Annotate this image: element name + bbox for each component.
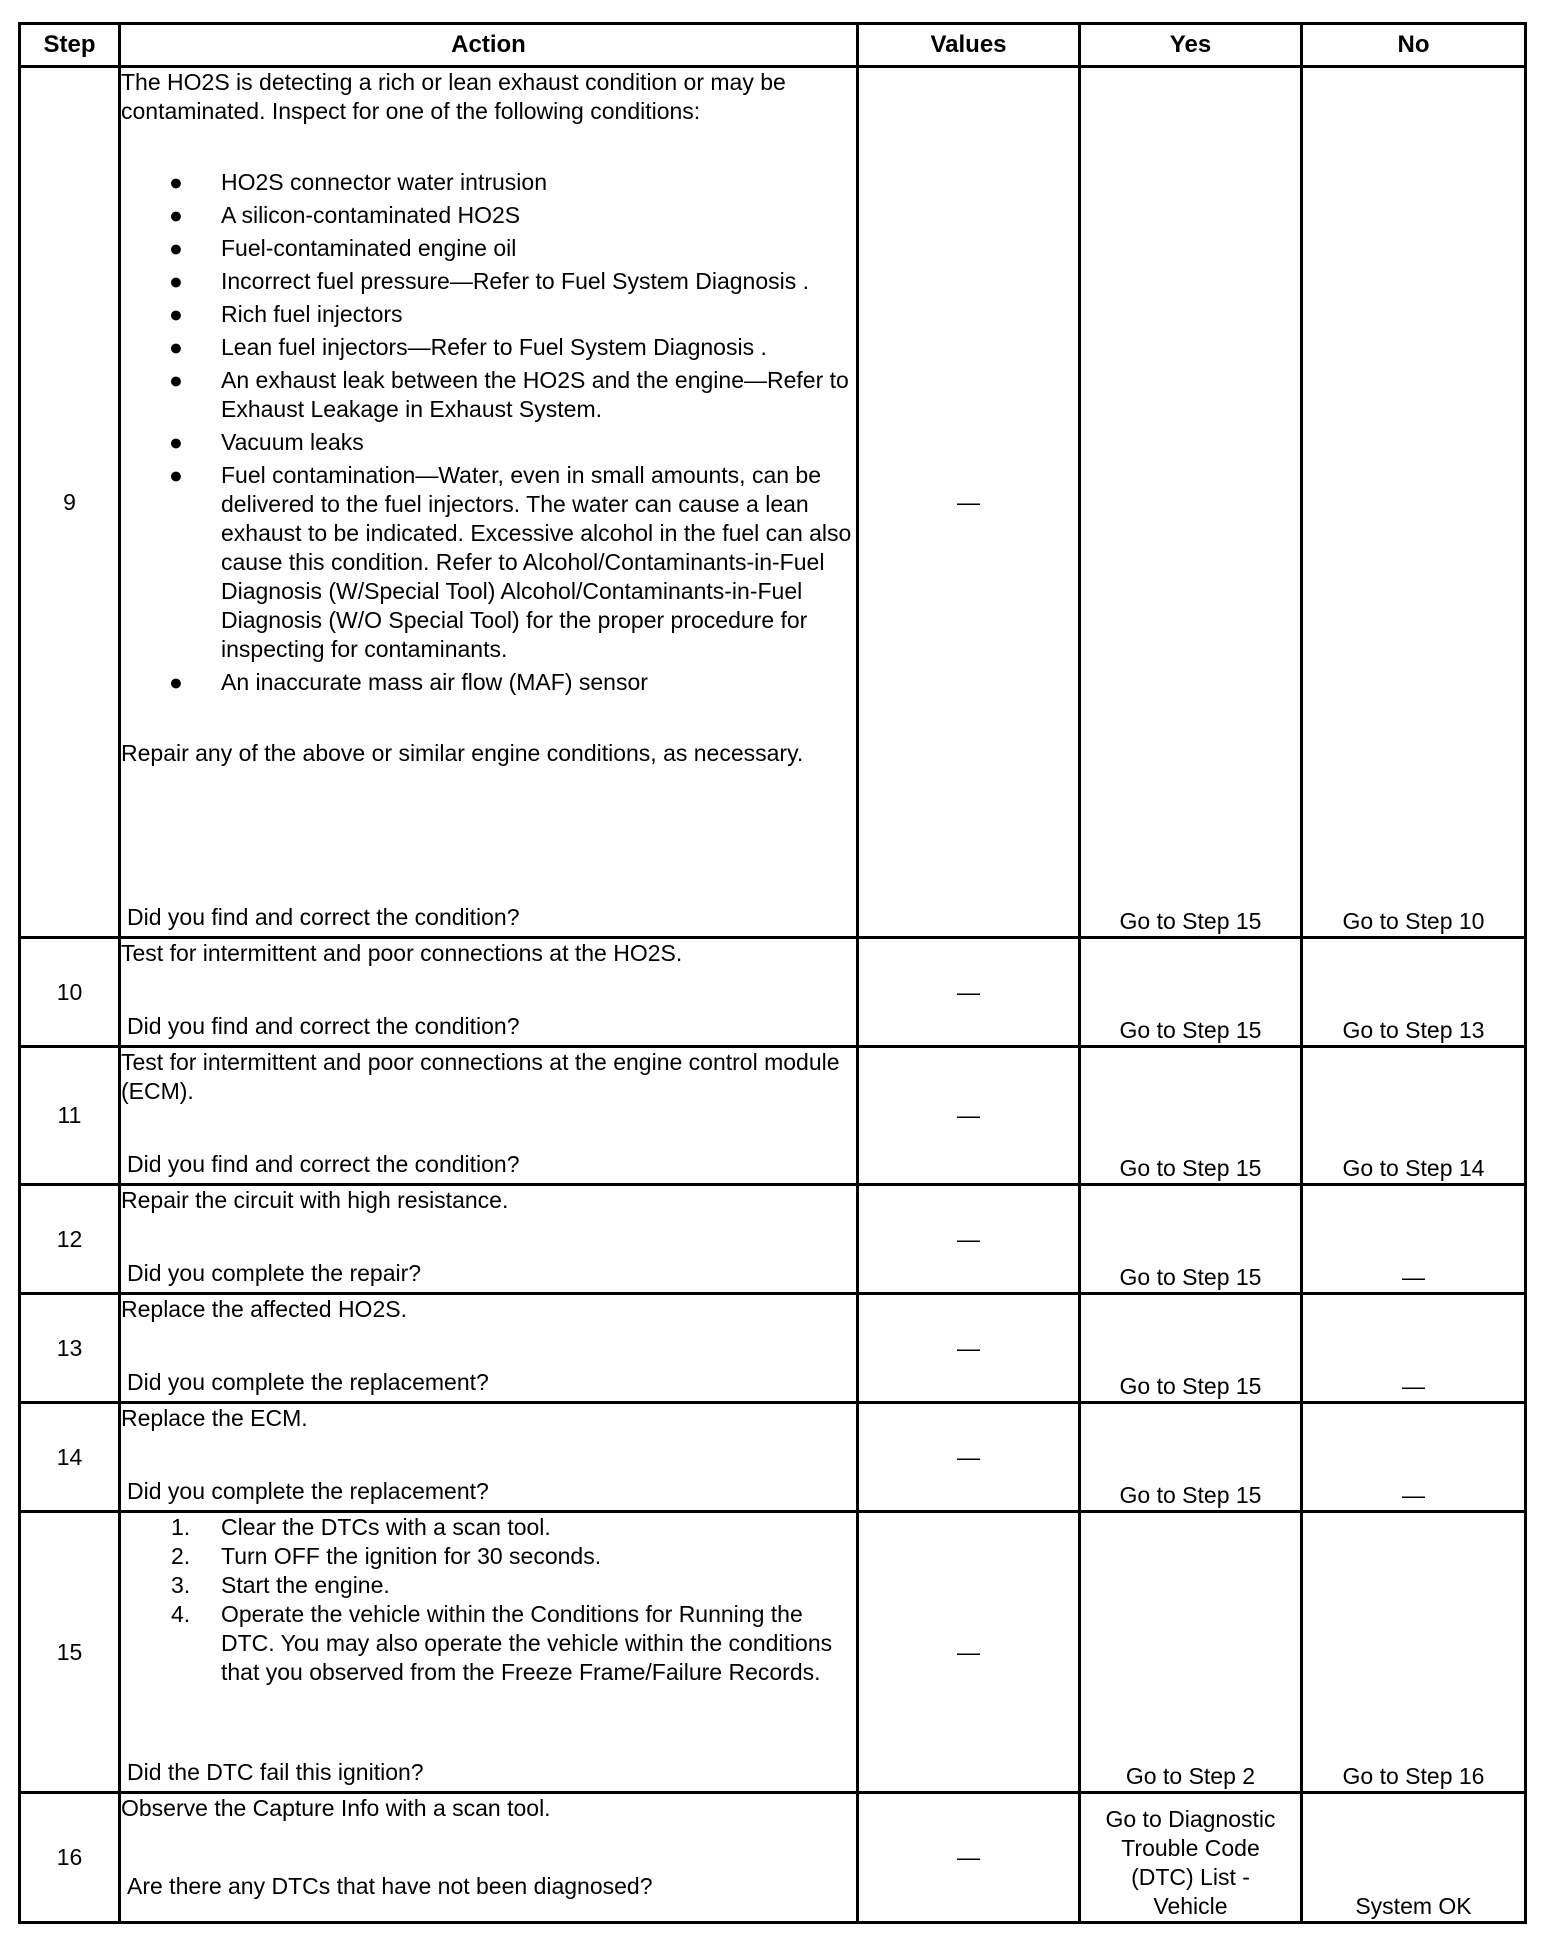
diagnostic-table (18, 22, 1527, 1924)
action-question: Did you find and correct the condition? (127, 904, 520, 930)
action-cell (120, 938, 858, 1047)
header-step: Step (20, 24, 120, 67)
procedure-list (121, 1513, 856, 1687)
step-number: 14 (20, 1403, 120, 1512)
yes-cell: Go to Diagnostic Trouble Code (DTC) List - Vehicle (1080, 1793, 1302, 1923)
no-cell: Go to Step 13 (1302, 938, 1526, 1047)
yes-cell: Go to Step 15 (1080, 1403, 1302, 1512)
header-row (20, 24, 1526, 67)
yes-cell: Go to Step 15 (1080, 67, 1302, 938)
action-cell (120, 67, 858, 938)
value-cell: — (858, 1512, 1080, 1793)
action-cell (120, 1294, 858, 1403)
action-question: Did you find and correct the condition? (127, 1013, 520, 1039)
step-number: 11 (20, 1047, 120, 1185)
table-row-step-14 (20, 1403, 1526, 1512)
condition-item: ● Lean fuel injectors—Refer to Fuel System Diagnosis . (169, 334, 767, 360)
value-cell: — (858, 67, 1080, 938)
no-cell: Go to Step 16 (1302, 1512, 1526, 1793)
action-cell (120, 1512, 858, 1793)
action-text: Repair the circuit with high resistance. (121, 1187, 509, 1213)
yes-cell: Go to Step 15 (1080, 938, 1302, 1047)
action-question: Did the DTC fail this ignition? (127, 1759, 424, 1785)
step-number: 12 (20, 1185, 120, 1294)
no-cell: Go to Step 10 (1302, 67, 1526, 938)
action-question: Did you complete the repair? (127, 1260, 422, 1286)
action-cell (120, 1793, 858, 1923)
action-text: Test for intermittent and poor connections at the engine control module (ECM). (121, 1049, 840, 1104)
value-cell: — (858, 1185, 1080, 1294)
yes-cell: Go to Step 2 (1080, 1512, 1302, 1793)
condition-item: ● Incorrect fuel pressure—Refer to Fuel System Diagnosis . (169, 268, 810, 294)
action-question: Did you complete the replacement? (127, 1369, 489, 1395)
action-text: Test for intermittent and poor connections at the HO2S. (121, 940, 683, 966)
step-number: 13 (20, 1294, 120, 1403)
no-cell: — (1302, 1185, 1526, 1294)
procedure-item: 4. Operate the vehicle within the Conditions for Running the DTC. You may also operate the vehicle within the conditions that you observed from the Freeze Frame/Failure Records. (171, 1601, 833, 1685)
condition-item: ● A silicon-contaminated HO2S (169, 202, 521, 228)
condition-list (121, 168, 856, 697)
condition-item: ● An exhaust leak between the HO2S and the engine—Refer to Exhaust Leakage in Exhaust System. (169, 367, 849, 422)
value-cell: — (858, 1047, 1080, 1185)
yes-cell: Go to Step 15 (1080, 1294, 1302, 1403)
table-row-step-10 (20, 938, 1526, 1047)
header-yes: Yes (1080, 24, 1302, 67)
step-number: 15 (20, 1512, 120, 1793)
action-question: Are there any DTCs that have not been diagnosed? (127, 1873, 653, 1899)
action-question: Did you find and correct the condition? (127, 1151, 520, 1177)
value-cell: — (858, 1294, 1080, 1403)
action-question: Did you complete the replacement? (127, 1478, 489, 1504)
step-number: 9 (20, 67, 120, 938)
action-cell (120, 1185, 858, 1294)
action-cell (120, 1403, 858, 1512)
header-no: No (1302, 24, 1526, 67)
action-outro: Repair any of the above or similar engine conditions, as necessary. (121, 740, 804, 766)
table-row-step-13 (20, 1294, 1526, 1403)
header-values: Values (858, 24, 1080, 67)
procedure-item: 3. Start the engine. (171, 1572, 390, 1598)
no-cell: — (1302, 1294, 1526, 1403)
yes-cell: Go to Step 15 (1080, 1047, 1302, 1185)
value-cell: — (858, 1793, 1080, 1923)
no-cell: — (1302, 1403, 1526, 1512)
step-number: 10 (20, 938, 120, 1047)
condition-item: ● Fuel contamination—Water, even in small amounts, can be delivered to the fuel injectors. The water can cause a lean exhaust to be indicated. Excessive alcohol in the fuel can also cause this condition. Refer to Alcohol/Contaminants-in-Fuel Diagnosis (W/Special Tool) Alcohol/Contaminants-in-Fuel Diagnosis (W/O Special Tool) for the proper procedure for inspecting for contaminants. (169, 462, 852, 662)
condition-item: ● Vacuum leaks (169, 429, 364, 455)
header-action: Action (120, 24, 858, 67)
procedure-item: 1. Clear the DTCs with a scan tool. (171, 1514, 551, 1540)
no-cell: Go to Step 14 (1302, 1047, 1526, 1185)
table-row-step-9 (20, 67, 1526, 938)
table-row-step-12 (20, 1185, 1526, 1294)
procedure-item: 2. Turn OFF the ignition for 30 seconds. (171, 1543, 602, 1569)
action-text: Replace the ECM. (121, 1405, 308, 1431)
condition-item: ● Fuel-contaminated engine oil (169, 235, 517, 261)
table-row-step-16 (20, 1793, 1526, 1923)
action-cell (120, 1047, 858, 1185)
condition-item: ● An inaccurate mass air flow (MAF) sensor (169, 669, 648, 695)
yes-cell: Go to Step 15 (1080, 1185, 1302, 1294)
condition-item: ● HO2S connector water intrusion (169, 169, 547, 195)
value-cell: — (858, 938, 1080, 1047)
table-row-step-11 (20, 1047, 1526, 1185)
action-text: Observe the Capture Info with a scan tool. (121, 1795, 551, 1821)
action-text: Replace the affected HO2S. (121, 1296, 407, 1322)
action-intro: The HO2S is detecting a rich or lean exhaust condition or may be contaminated. Inspect for one of the following conditions: (121, 69, 786, 124)
value-cell: — (858, 1403, 1080, 1512)
step-number: 16 (20, 1793, 120, 1923)
no-cell: System OK (1302, 1793, 1526, 1923)
condition-item: ● Rich fuel injectors (169, 301, 403, 327)
table-row-step-15 (20, 1512, 1526, 1793)
